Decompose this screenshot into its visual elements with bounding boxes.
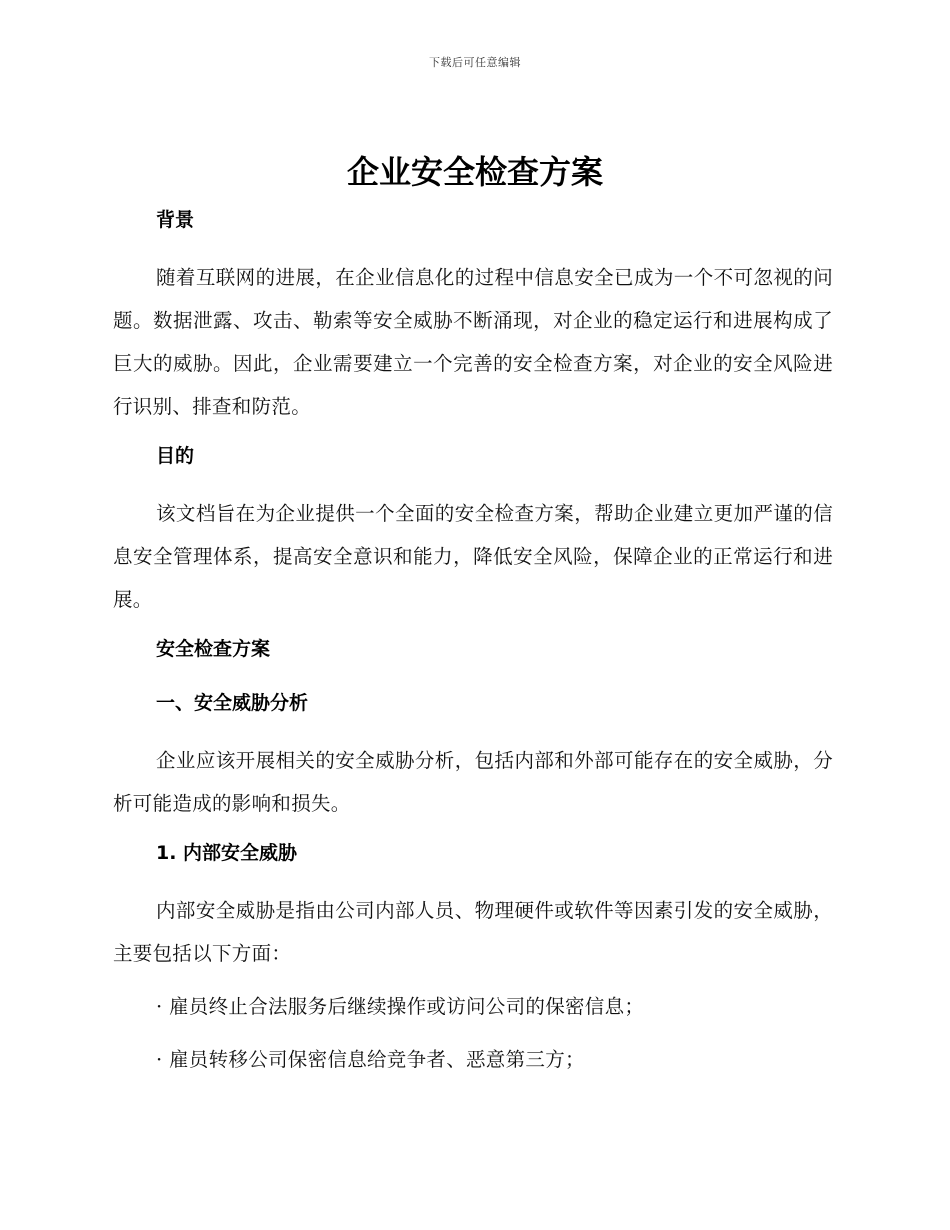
running-header: 下载后可任意编辑 (429, 56, 521, 69)
page-title: 企业安全检查方案 (346, 153, 603, 191)
section-heading-threat-analysis: 一、安全威胁分析 (156, 692, 309, 714)
section-heading-background: 背景 (156, 209, 195, 231)
list-item: · 雇员终止合法服务后继续操作或访问公司的保密信息； (156, 995, 645, 1018)
section-heading-purpose: 目的 (156, 445, 195, 467)
section-heading-plan: 安全检查方案 (156, 638, 271, 660)
subsection-heading-internal-threats: 1. 内部安全威胁 (156, 842, 298, 864)
paragraph-internal-threats: 内部安全威胁是指由公司内部人员、物理硬件或软件等因素引发的安全威胁，主要包括以下方面： (113, 899, 833, 965)
list-item: · 雇员转移公司保密信息给竞争者、恶意第三方； (156, 1048, 585, 1071)
paragraph-threat-analysis: 企业应该开展相关的安全威胁分析，包括内部和外部可能存在的安全威胁，分析可能造成的影响和损失。 (113, 749, 833, 815)
paragraph-purpose: 该文档旨在为企业提供一个全面的安全检查方案，帮助企业建立更加严谨的信息安全管理体系，提高安全意识和能力，降低安全风险，保障企业的正常运行和进展。 (113, 502, 833, 611)
paragraph-background: 随着互联网的进展，在企业信息化的过程中信息安全已成为一个不可忽视的问题。数据泄露、攻击、勒索等安全威胁不断涌现，对企业的稳定运行和进展构成了巨大的威胁。因此，企业需要建立一个完善的安全检查方案，对企业的安全风险进行识别、排查和防范。 (113, 266, 833, 418)
document-body (113, 202, 833, 1091)
